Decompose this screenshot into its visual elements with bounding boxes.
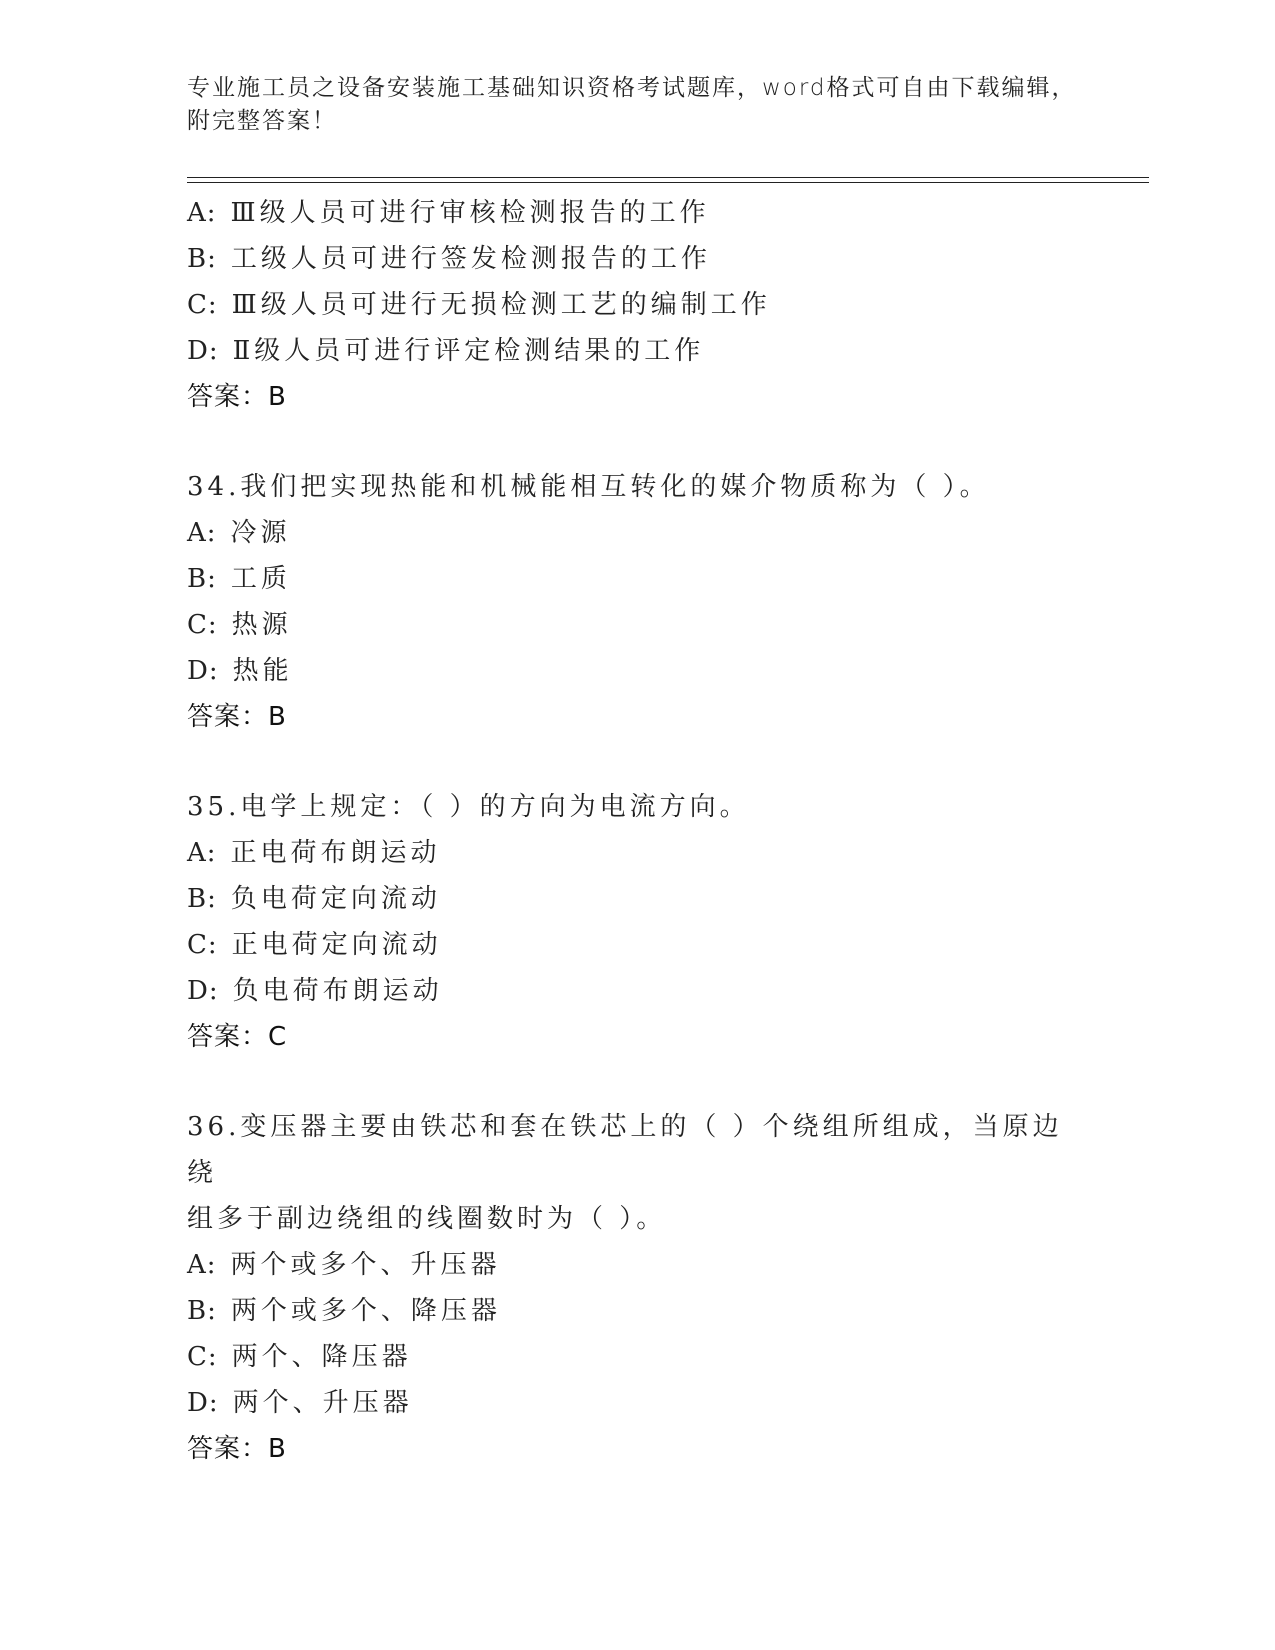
option-c [187,922,1087,968]
option-key: D: [187,1388,219,1418]
question-stem-line-2: 组多于副边绕组的线圈数时为（ ）。 [187,1204,667,1234]
option-key: D: [187,976,219,1006]
option-text: 负电荷定向流动 [230,884,441,914]
option-text: 两个、升压器 [232,1388,413,1418]
option-key: D: [187,656,219,686]
header-rule-top [187,177,1149,178]
option-text: 工质 [230,564,291,594]
option-text: 负电荷布朗运动 [232,976,443,1006]
option-a [187,510,1087,556]
option-c [187,1334,1087,1380]
option-d [187,648,1087,694]
question-33 [187,190,1087,420]
option-d [187,968,1087,1014]
option-key: D: [187,336,219,366]
option-text: 两个或多个、降压器 [230,1296,501,1326]
option-d [187,1380,1087,1426]
option-c [187,602,1087,648]
question-stem: 34.我们把实现热能和机械能相互转化的媒介物质称为（ ）。 [187,472,990,502]
answer-line: 答案：B [187,1434,287,1464]
option-key: B: [187,1296,217,1326]
option-c [187,282,1087,328]
option-key: C: [187,610,218,640]
question-35 [187,784,1087,1060]
option-key: A: [187,838,217,868]
answer-line: 答案：B [187,702,287,732]
option-text: Ⅱ级人员可进行评定检测结果的工作 [232,336,705,366]
option-b [187,236,1087,282]
option-text: Ⅲ级人员可进行审核检测报告的工作 [230,198,710,228]
option-text: 两个、降压器 [231,1342,412,1372]
option-text: 热源 [231,610,292,640]
option-b [187,876,1087,922]
question-36 [187,1104,1087,1472]
option-key: A: [187,1250,217,1280]
option-key: C: [187,1342,218,1372]
option-key: B: [187,564,217,594]
question-34 [187,464,1087,740]
option-key: C: [187,290,218,320]
option-key: B: [187,884,217,914]
option-a [187,1242,1087,1288]
question-stem: 35.电学上规定：（ ）的方向为电流方向。 [187,792,750,822]
header-line-2: 附完整答案！ [187,108,337,134]
answer-line: 答案：B [187,382,287,412]
spacer [187,740,1087,784]
question-list [187,190,1087,1472]
header-line-1: 专业施工员之设备安装施工基础知识资格考试题库，word格式可自由下载编辑， [187,75,1077,101]
option-key: C: [187,930,218,960]
answer-line: 答案：C [187,1022,288,1052]
option-text: 热能 [232,656,293,686]
option-a [187,830,1087,876]
spacer [187,420,1087,464]
header-rule-bottom [187,182,1149,183]
option-text: 冷源 [230,518,291,548]
option-key: B: [187,244,217,274]
option-text: Ⅲ级人员可进行无损检测工艺的编制工作 [231,290,771,320]
option-b [187,1288,1087,1334]
option-text: 两个或多个、升压器 [230,1250,501,1280]
option-text: 正电荷布朗运动 [230,838,441,868]
option-key: A: [187,198,217,228]
question-stem-line-1: 36.变压器主要由铁芯和套在铁芯上的（ ）个绕组所组成，当原边绕 [187,1112,1063,1188]
document-header [187,72,1087,138]
spacer [187,1060,1087,1104]
option-text: 工级人员可进行签发检测报告的工作 [230,244,711,274]
option-a [187,190,1087,236]
option-d [187,328,1087,374]
option-key: A: [187,518,217,548]
option-text: 正电荷定向流动 [231,930,442,960]
option-b [187,556,1087,602]
